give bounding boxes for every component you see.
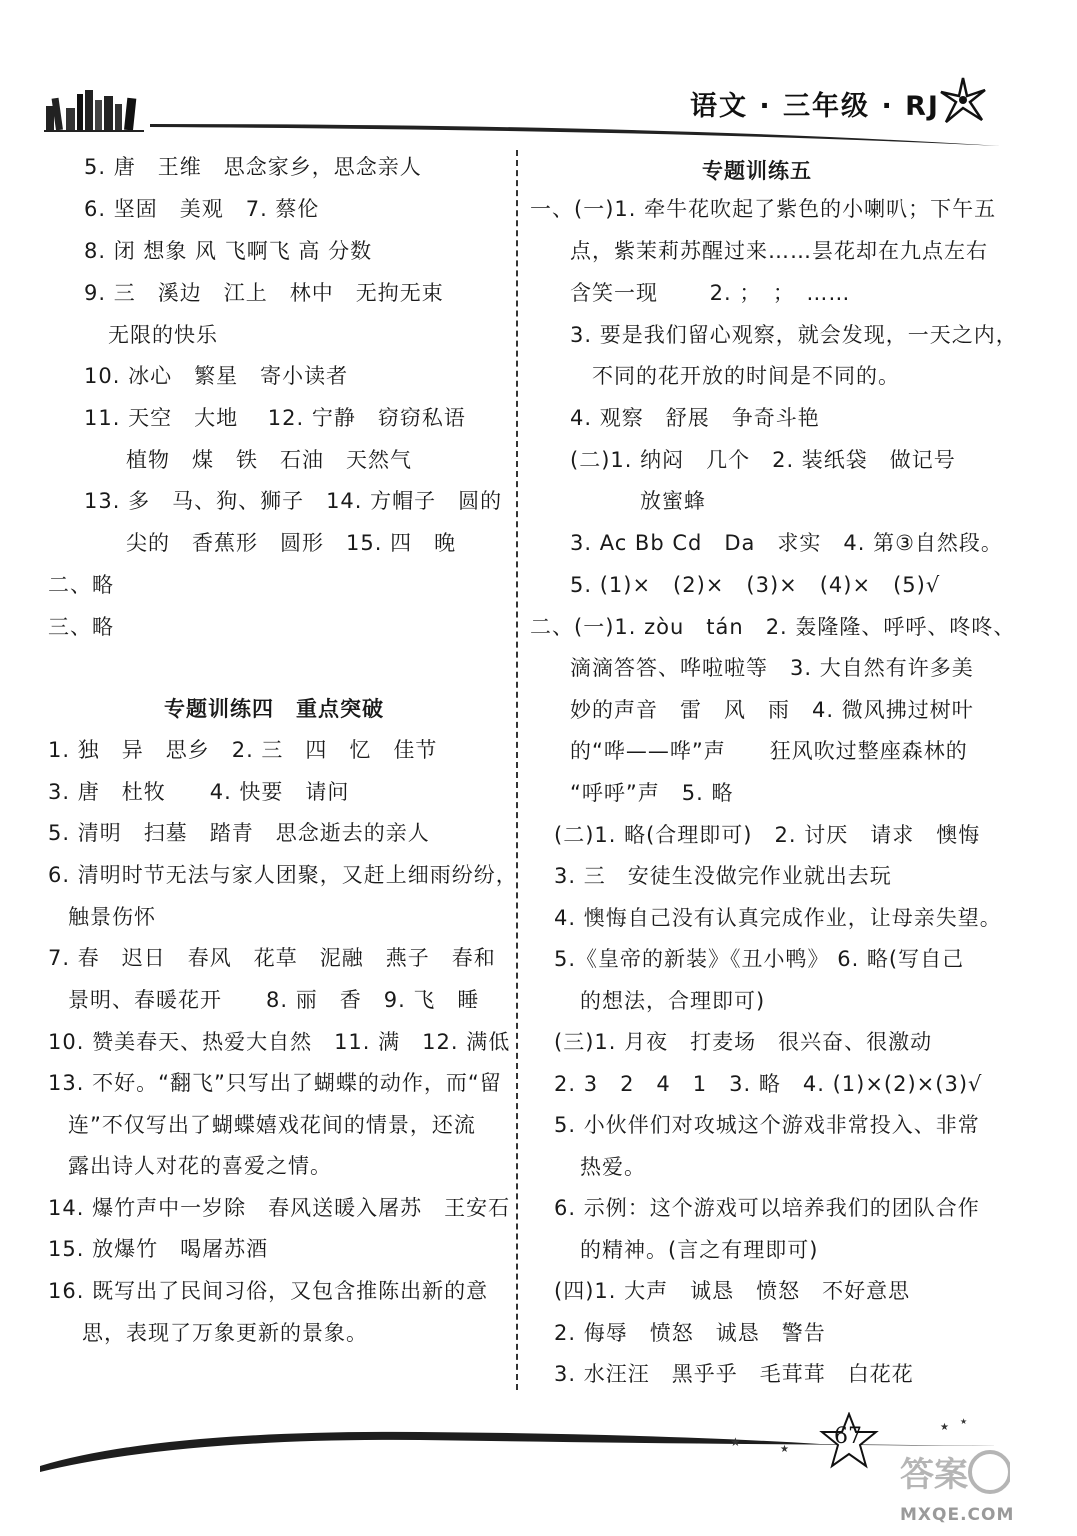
answer-line: 思，表现了万象更新的景象。 bbox=[82, 1321, 368, 1345]
answer-line: 13. 不好。“翻飞”只写出了蝴蝶的动作，而“留 bbox=[48, 1071, 502, 1095]
answer-line: 5. (1)× (2)× (3)× (4)× (5)√ bbox=[570, 573, 941, 597]
answer-line: 5. 唐 王维 思念家乡，思念亲人 bbox=[84, 155, 422, 179]
answer-line: (三)1. 月夜 打麦场 很兴奋、很激动 bbox=[554, 1030, 933, 1054]
watermark-logo bbox=[900, 1442, 1010, 1512]
answer-line: 不同的花开放的时间是不同的。 bbox=[592, 364, 900, 388]
answer-line: 植物 煤 铁 石油 天然气 bbox=[126, 448, 412, 472]
answer-line: 的想法，合理即可) bbox=[580, 989, 766, 1013]
answer-line: 热爱。 bbox=[580, 1155, 646, 1179]
answer-line: 连”不仅写出了蝴蝶嬉戏花间的情景，还流 bbox=[68, 1113, 476, 1137]
answer-line: 6. 坚固 美观 7. 蔡伦 bbox=[84, 197, 320, 221]
page-number: 67 bbox=[834, 1424, 862, 1449]
answer-line: 16. 既写出了民间习俗，又包含推陈出新的意 bbox=[48, 1279, 489, 1303]
column-divider bbox=[516, 150, 518, 1390]
svg-text:★: ★ bbox=[780, 1444, 789, 1455]
svg-text:★: ★ bbox=[960, 1417, 968, 1426]
answer-line: (四)1. 大声 诚恳 愤怒 不好意思 bbox=[554, 1279, 911, 1303]
answer-line: “呼呼”声 5. 略 bbox=[570, 781, 734, 805]
answer-line: 二、(一)1. zòu tán 2. 轰隆隆、呼呼、咚咚、 bbox=[530, 615, 1016, 639]
answer-line: 4. 观察 舒展 争奇斗艳 bbox=[570, 406, 820, 430]
answer-line: 滴滴答答、哗啦啦等 3. 大自然有许多美 bbox=[570, 656, 974, 680]
watermark-text: MXQE.COM bbox=[900, 1505, 1015, 1525]
svg-text:★: ★ bbox=[730, 1435, 741, 1449]
answer-line: 尖的 香蕉形 圆形 15. 四 晚 bbox=[126, 531, 457, 555]
answer-line: 一、(一)1. 牵牛花吹起了紫色的小喇叭；下午五 bbox=[530, 197, 997, 221]
section-title: 专题训练四 重点突破 bbox=[164, 697, 384, 721]
books-icon bbox=[44, 86, 144, 132]
answer-line: 8. 闭 想象 风 飞啊飞 高 分数 bbox=[84, 239, 373, 263]
answer-line: 7. 春 迟日 春风 花草 泥融 燕子 春和 bbox=[48, 946, 496, 970]
answer-line: 无限的快乐 bbox=[108, 323, 218, 347]
answer-line: 的精神。(言之有理即可) bbox=[580, 1238, 819, 1262]
answer-line: 放蜜蜂 bbox=[640, 489, 706, 513]
answer-line: 妙的声音 雷 风 雨 4. 微风拂过树叶 bbox=[570, 698, 974, 722]
answer-line: 4. 懊悔自己没有认真完成作业，让母亲失望。 bbox=[554, 906, 1002, 930]
answer-line: (二)1. 纳闷 几个 2. 装纸袋 做记号 bbox=[570, 448, 956, 472]
svg-text:答案: 答案 bbox=[900, 1455, 968, 1495]
answer-line: 3. 要是我们留心观察，就会发现，一天之内， bbox=[570, 323, 1018, 347]
answer-line: 1. 独 异 思乡 2. 三 四 忆 佳节 bbox=[48, 738, 438, 762]
answer-line: 13. 多 马、狗、狮子 14. 方帽子 圆的 bbox=[84, 489, 503, 513]
answer-line: 的“哗——哗”声 狂风吹过整座森林的 bbox=[570, 739, 968, 763]
answer-line: (二)1. 略(合理即可) 2. 讨厌 请求 懊悔 bbox=[554, 823, 981, 847]
star-icon bbox=[938, 76, 988, 126]
answer-line: 2. 3 2 4 1 3. 略 4. (1)×(2)×(3)√ bbox=[554, 1072, 983, 1096]
answer-line: 10. 冰心 繁星 寄小读者 bbox=[84, 364, 349, 388]
answer-line: 3. 三 安徒生没做完作业就出去玩 bbox=[554, 864, 892, 888]
answer-line: 3. Ac Bb Cd Da 求实 4. 第③自然段。 bbox=[570, 531, 1003, 555]
answer-line: 15. 放爆竹 喝屠苏酒 bbox=[48, 1237, 269, 1261]
answer-line: 露出诗人对花的喜爱之情。 bbox=[68, 1154, 332, 1178]
header-title: 语文 · 三年级 · RJ bbox=[690, 91, 940, 122]
answer-line: 3. 水汪汪 黑乎乎 毛茸茸 白花花 bbox=[554, 1362, 914, 1386]
answer-line: 二、略 bbox=[48, 573, 114, 597]
answer-line: 三、略 bbox=[48, 615, 114, 639]
section-title: 专题训练五 bbox=[702, 159, 812, 183]
answer-line: 2. 侮辱 愤怒 诚恳 警告 bbox=[554, 1321, 826, 1345]
answer-line: 5.《皇帝的新装》《丑小鸭》 6. 略(写自己 bbox=[554, 947, 965, 971]
answer-line: 3. 唐 杜牧 4. 快要 请问 bbox=[48, 780, 350, 804]
answer-line: 景明、春暖花开 8. 丽 香 9. 飞 睡 bbox=[68, 988, 480, 1012]
answer-line: 11. 天空 大地 12. 宁静 窃窃私语 bbox=[84, 406, 466, 430]
answer-line: 触景伤怀 bbox=[68, 905, 156, 929]
answer-line: 5. 清明 扫墓 踏青 思念逝去的亲人 bbox=[48, 821, 430, 845]
answer-line: 10. 赞美春天、热爱大自然 11. 满 12. 满低 bbox=[48, 1030, 511, 1054]
answer-line: 点，紫茉莉苏醒过来……昙花却在九点左右 bbox=[570, 239, 988, 263]
answer-line: 6. 示例：这个游戏可以培养我们的团队合作 bbox=[554, 1196, 980, 1220]
answer-line: 6. 清明时节无法与家人团聚，又赶上细雨纷纷， bbox=[48, 863, 518, 887]
answer-line: 14. 爆竹声中一岁除 春风送暖入屠苏 王安石 bbox=[48, 1196, 511, 1220]
svg-text:★: ★ bbox=[940, 1422, 949, 1433]
answer-line: 9. 三 溪边 江上 林中 无拘无束 bbox=[84, 281, 444, 305]
answer-line: 含笑一现 2. ； ； …… bbox=[570, 281, 851, 305]
answer-line: 5. 小伙伴们对攻城这个游戏非常投入、非常 bbox=[554, 1113, 980, 1137]
